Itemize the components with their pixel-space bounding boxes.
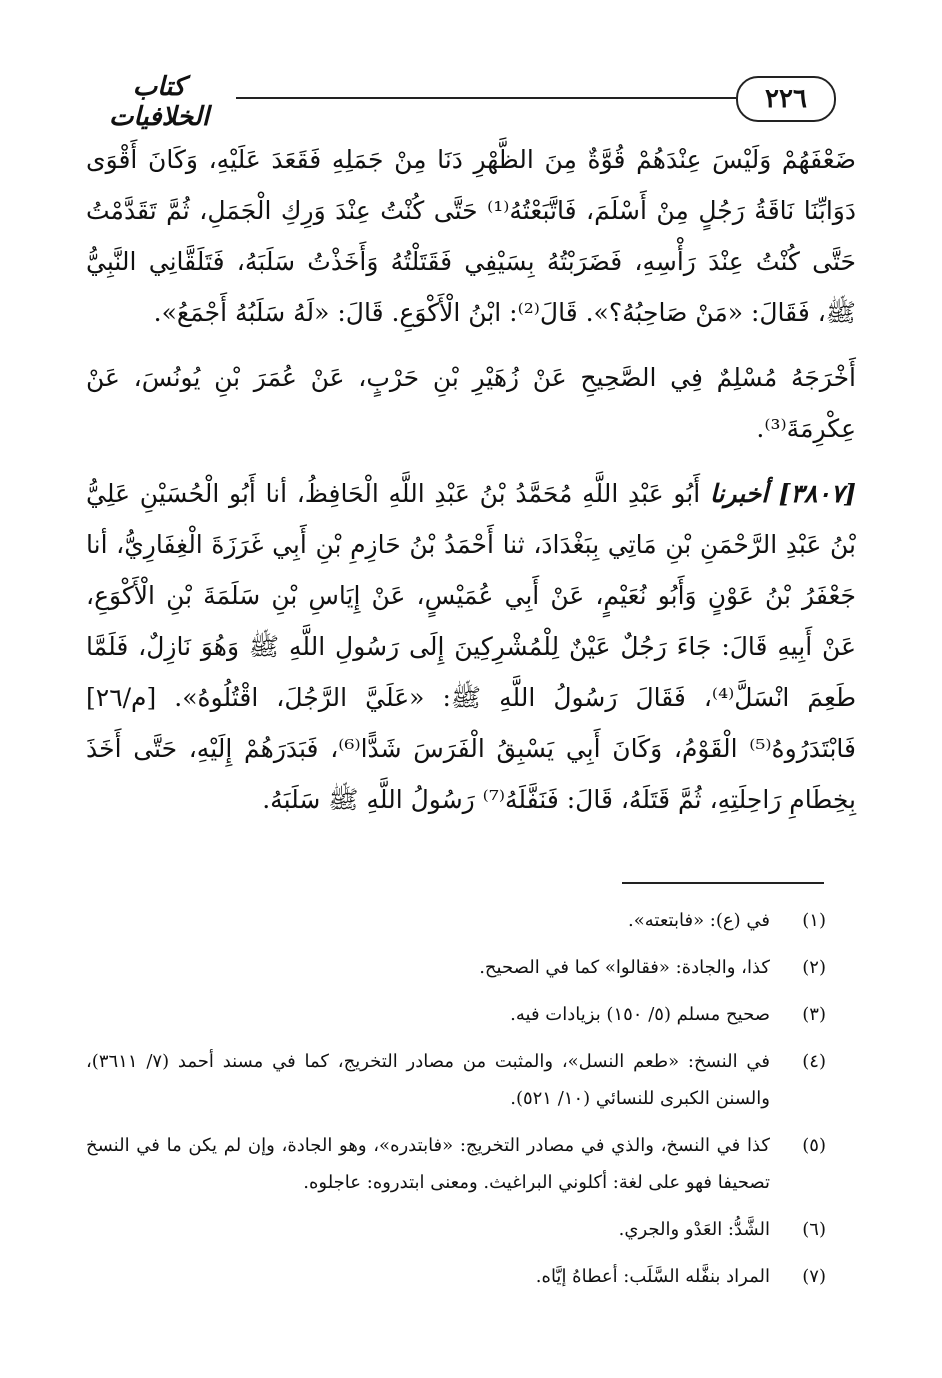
paragraph-1: ضَعْفَهُمْ وَلَيْسَ عِنْدَهُمْ قُوَّةٌ مِنَ الظَّهْرِ دَنَا مِنْ جَمَلِهِ فَقَعَدَ عَلَيْهِ، وَكَانَ أَقْوَى دَوَابِّنَا نَاقَةُ رَجُلٍ مِنْ أَسْلَمَ، فَاتَّبَعْتُهُ⁽¹⁾ حَتَّى كُنْتُ عِنْدَ وَرِكِ الْجَمَلِ، ثُمَّ تَقَدَّمْتُ حَتَّى كُنْتُ عِنْدَ رَأْسِهِ، فَضَرَبْتُهُ بِسَيْفِي فَقَتَلْتُهُ وَأَخَذْتُ سَلَبَهُ، فَتَلَقَّانِي النَّبِيُّ ﷺ، فَقَالَ: «مَنْ صَاحِبُهُ؟». قَالَ⁽²⁾: ابْنُ الْأَكْوَعِ. قَالَ: «لَهُ سَلَبُهُ أَجْمَعُ».: [86, 145, 856, 327]
hadith-number-marker: [٣٨٠٧] أخبرنا: [709, 479, 856, 508]
footnote-item: [86, 1258, 826, 1295]
footnote-text: في النسخ: «طعم النسل»، والمثبت من مصادر التخريج، كما في مسند أحمد (٧/ ٣٦١١)، والسنن الكبرى للنسائي (١٠/ ٥٢١).: [86, 1051, 770, 1109]
footnote-item: [86, 1043, 826, 1117]
footnote-separator: [622, 882, 824, 884]
footnotes: [86, 902, 826, 1305]
footnote-number: (٧): [802, 1266, 826, 1287]
footnote-text: كذا، والجادة: «فقالوا» كما في الصحيح.: [479, 957, 770, 978]
footnote-item: [86, 1127, 826, 1201]
header-rule: [236, 97, 736, 99]
footnote-item: [86, 902, 826, 939]
footnote-number: (٣): [802, 1004, 826, 1025]
footnote-number: (٥): [802, 1135, 826, 1156]
main-text: [86, 134, 856, 825]
footnote-text: المراد بنفَّله السَّلَب: أعطاهُ إيَّاه.: [535, 1266, 770, 1287]
footnote-text: في (ع): «فابتعته».: [628, 910, 770, 931]
footnote-number: (١): [802, 910, 826, 931]
footnote-number: (٤): [802, 1051, 826, 1072]
running-title: كتاب الخلافيات: [108, 72, 210, 132]
footnote-text: الشَّدُّ: العَدْو والجري.: [618, 1219, 770, 1240]
footnote-number: (٢): [802, 957, 826, 978]
footnote-item: [86, 949, 826, 986]
footnote-item: [86, 996, 826, 1033]
footnote-text: كذا في النسخ، والذي في مصادر التخريج: «فابتدره»، وهو الجادة، وإن لم يكن ما في النسخ تصحيفا فهو على لغة: أكلوني البراغيث. ومعنى ابتدروه: عاجلوه.: [86, 1135, 770, 1193]
footnote-text: صحيح مسلم (٥/ ١٥٠) بزيادات فيه.: [510, 1004, 770, 1025]
paragraph-3: [86, 468, 856, 825]
footnote-number: (٦): [802, 1219, 826, 1240]
page-number: ٢٢٦: [736, 76, 836, 122]
page-header: [86, 70, 856, 130]
paragraph-3-text: أَبُو عَبْدِ اللَّهِ مُحَمَّدُ بْنُ عَبْدِ اللَّهِ الْحَافِظُ، أنا أَبُو الْحُسَيْنِ عَلِيُّ بْنُ عَبْدِ الرَّحْمَنِ بْنِ مَاتِي بِبَغْدَادَ، ثنا أَحْمَدُ بْنُ حَازِمِ بْنِ أَبِي غَرَزَةَ الْغِفَارِيُّ، أنا جَعْفَرُ بْنُ عَوْنٍ وَأَبُو نُعَيْمٍ، عَنْ أَبِي عُمَيْسٍ، عَنْ إِيَاسِ بْنِ سَلَمَةَ بْنِ الْأَكْوَعِ، عَنْ أَبِيهِ قَالَ: جَاءَ رَجُلٌ عَيْنٌ لِلْمُشْرِكِينَ إِلَى رَسُولِ اللَّهِ ﷺ وَهُوَ نَازِلٌ، فَلَمَّا طَعِمَ انْسَلَّ⁽⁴⁾، فَقَالَ رَسُولُ اللَّهِ ﷺ: «عَلَيَّ الرَّجُلَ، اقْتُلُوهُ». [م/٢٦] فَابْتَدَرُوهُ⁽⁵⁾ الْقَوْمُ، وَكَانَ أَبِي يَسْبِقُ الْفَرَسَ شَدًّا⁽⁶⁾، فَبَدَرَهُمْ إِلَيْهِ، حَتَّى أَخَذَ بِخِطَامِ رَاحِلَتِهِ، ثُمَّ قَتَلَهُ، قَالَ: فَنَفَّلَهُ⁽⁷⁾ رَسُولُ اللَّهِ ﷺ سَلَبَهُ.: [86, 479, 856, 814]
footnote-item: [86, 1211, 826, 1248]
paragraph-2: أَخْرَجَهُ مُسْلِمٌ فِي الصَّحِيحِ عَنْ زُهَيْرِ بْنِ حَرْبٍ، عَنْ عُمَرَ بْنِ يُونُسَ، عَنْ عِكْرِمَةَ⁽³⁾.: [86, 363, 856, 443]
